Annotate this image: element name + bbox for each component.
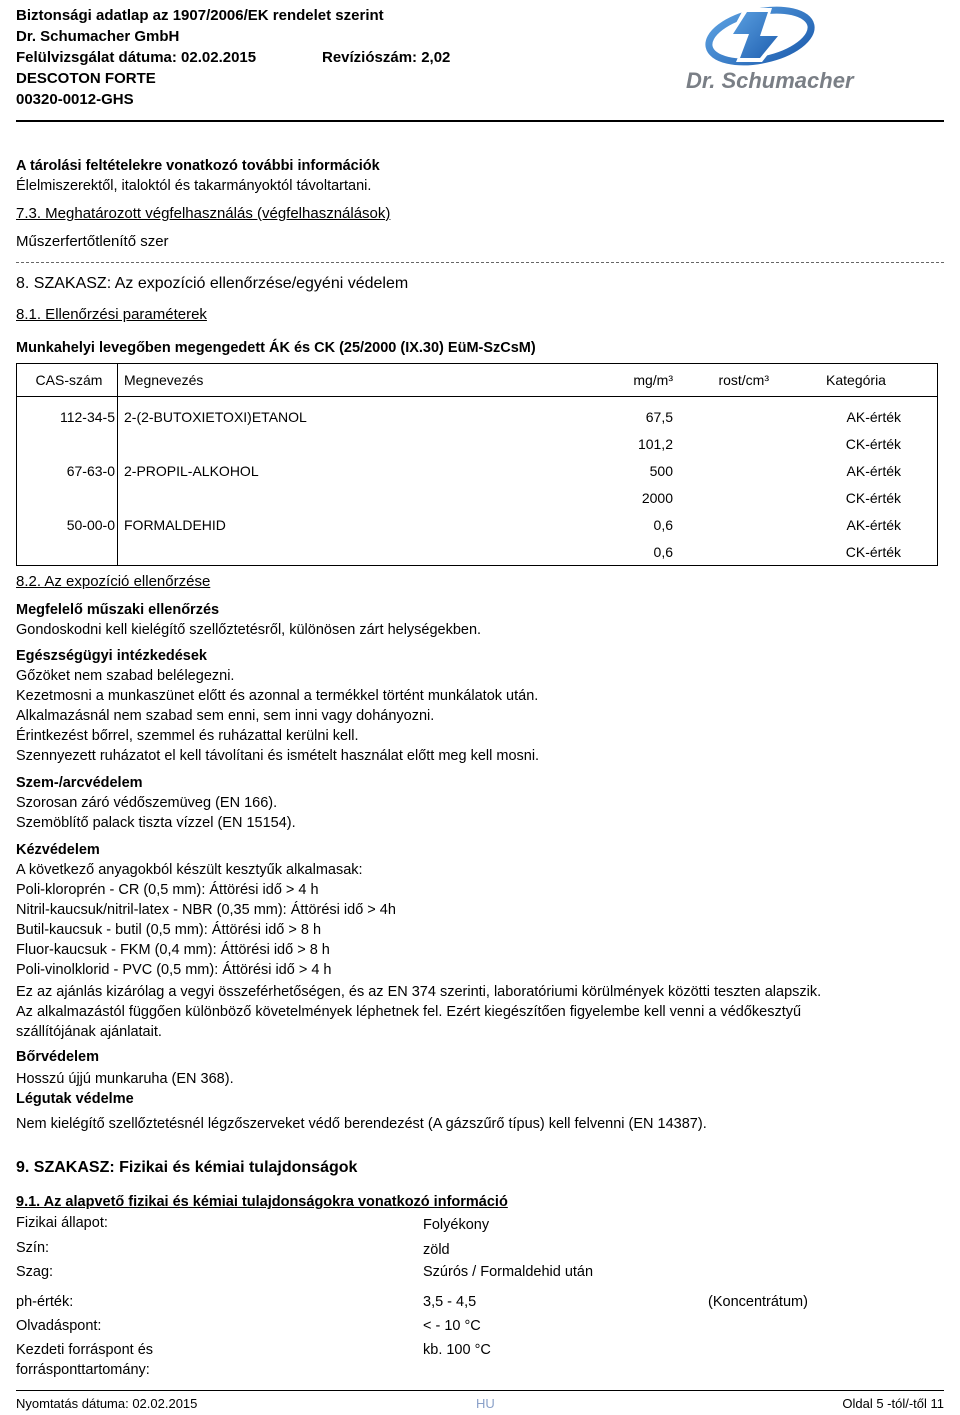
section-7-3-text: Műszerfertőtlenítő szer (16, 233, 169, 250)
header-rule (16, 120, 944, 122)
rost-cell (679, 430, 775, 457)
product-name: DESCOTON FORTE (16, 70, 156, 87)
eye-line: Szorosan záró védőszemüveg (EN 166). (16, 795, 278, 811)
skin-text: Hosszú újjú munkaruha (EN 368). (16, 1071, 234, 1087)
rost-cell (679, 403, 775, 430)
mg-cell: 2000 (641, 489, 673, 506)
name-cell (118, 484, 568, 511)
health-line: Kezetmosni a munkaszünet előtt és azonnal a termékkel történt munkálatok után. (16, 688, 539, 704)
hand-protection-heading: Kézvédelem (16, 842, 100, 858)
footer-rule (16, 1390, 944, 1391)
rost-cell (679, 457, 775, 484)
logo-wordmark: Dr. Schumacher (686, 68, 854, 93)
property-label: Szín: (16, 1240, 50, 1256)
respiratory-protection-heading: Légutak védelme (16, 1091, 134, 1107)
property-value: < - 10 °C (423, 1318, 481, 1334)
mg-cell: 67,5 (645, 408, 673, 425)
property-value: zöld (423, 1242, 450, 1258)
property-value: Szúrós / Formaldehid után (423, 1264, 594, 1280)
health-line: Alkalmazásnál nem szabad sem enni, sem inni vagy dohányozni. (16, 708, 435, 724)
column-header-category: Kategória (775, 364, 938, 397)
property-value: Folyékony (423, 1217, 490, 1233)
mg-cell: 0,6 (653, 516, 673, 533)
hand-line: Butil-kaucsuk - butil (0,5 mm): Áttörési idő > 8 h (16, 922, 322, 938)
table-row (17, 484, 938, 511)
name-cell: FORMALDEHID (124, 516, 226, 533)
eye-line: Szemöblítő palack tiszta vízzel (EN 15154). (16, 815, 296, 831)
company-name: Dr. Schumacher GmbH (16, 28, 180, 45)
limits-table-caption: Munkahelyi levegőben megengedett ÁK és CK (25/2000 (IX.30) EüM-SzCsM) (16, 340, 536, 356)
health-measures-heading: Egészségügyi intézkedések (16, 648, 207, 664)
table-header-row (17, 364, 938, 397)
hand-line: Az alkalmazástól függően különböző követelmények léphetnek fel. Ezért kiegészítően figyelembe kell venni a védőkesztyű (16, 1004, 802, 1020)
health-line: Gőzöket nem szabad belélegezni. (16, 668, 235, 684)
hand-line: Poli-vinolklorid - PVC (0,5 mm): Áttörési idő > 4 h (16, 962, 332, 978)
tech-control-heading: Megfelelő műszaki ellenőrzés (16, 602, 220, 618)
column-header-mg: mg/m³ (567, 364, 679, 397)
name-cell: 2-(2-BUTOXIETOXI)ETANOL (124, 408, 307, 425)
category-cell: AK-érték (846, 516, 901, 533)
name-cell: 2-PROPIL-ALKOHOL (124, 462, 259, 479)
section-7-3-heading: 7.3. Meghatározott végfelhasználás (végfelhasználások) (16, 205, 391, 222)
name-cell (118, 538, 568, 566)
section-9-title: 9. SZAKASZ: Fizikai és kémiai tulajdonságok (16, 1159, 358, 1176)
exposure-limits-table (16, 363, 938, 566)
column-header-cas: CAS-szám (17, 364, 118, 397)
category-cell: CK-érték (845, 435, 901, 452)
rost-cell (679, 511, 775, 538)
property-label: Kezdeti forráspont és (16, 1342, 154, 1358)
hand-line: szállítójának ajánlatait. (16, 1024, 162, 1040)
rost-cell (679, 484, 775, 511)
skin-protection-heading: Bőrvédelem (16, 1049, 100, 1065)
language-code: HU (476, 1396, 495, 1411)
cas-cell (17, 430, 118, 457)
hand-line: Nitril-kaucsuk/nitril-latex - NBR (0,35 mm): Áttörési idő > 4h (16, 902, 396, 918)
print-date: Nyomtatás dátuma: 02.02.2015 (16, 1396, 198, 1411)
category-cell: AK-érték (846, 462, 901, 479)
cas-cell (17, 484, 118, 511)
property-label-continued: forrásponttartomány: (16, 1362, 150, 1378)
document-title: Biztonsági adatlap az 1907/2006/EK rendelet szerint (16, 7, 384, 24)
mg-cell: 101,2 (637, 435, 673, 452)
name-cell (118, 430, 568, 457)
product-code: 00320-0012-GHS (16, 91, 134, 108)
health-line: Szennyezett ruházatot el kell távolítani és ismételt használat előtt meg kell mosni. (16, 748, 540, 764)
cas-cell: 67-63-0 (17, 457, 118, 484)
category-cell: CK-érték (845, 489, 901, 506)
cas-cell: 50-00-0 (17, 511, 118, 538)
section-8-2-heading: 8.2. Az expozíció ellenőrzése (16, 573, 211, 590)
cas-cell (17, 538, 118, 566)
category-cell: CK-érték (845, 543, 901, 560)
company-logo (700, 4, 840, 64)
property-label: ph-érték: (16, 1294, 74, 1310)
rost-cell (679, 538, 775, 566)
table-row (17, 430, 938, 457)
property-value: 3,5 - 4,5 (423, 1294, 477, 1310)
section-8-title: 8. SZAKASZ: Az expozíció ellenőrzése/egyéni védelem (16, 275, 409, 292)
revision-number: Revíziószám: 2,02 (322, 49, 451, 66)
mg-cell: 0,6 (653, 543, 673, 560)
property-label: Olvadáspont: (16, 1318, 102, 1334)
hand-line: Poli-kloroprén - CR (0,5 mm): Áttörési idő > 4 h (16, 882, 319, 898)
hand-line: Ez az ajánlás kizárólag a vegyi összeférhetőségen, és az EN 374 szerinti, laboratóriumi körülmények közötti teszten alapszik. (16, 984, 822, 1000)
property-note: (Koncentrátum) (708, 1294, 808, 1310)
hand-line: A következő anyagokból készült kesztyűk alkalmasak: (16, 862, 363, 878)
page-number: Oldal 5 -tól/-től 11 (842, 1396, 944, 1411)
table-row (17, 403, 938, 430)
section-9-1-heading: 9.1. Az alapvető fizikai és kémiai tulajdonságokra vonatkozó információ (16, 1194, 508, 1210)
eye-protection-heading: Szem-/arcvédelem (16, 775, 143, 791)
category-cell: AK-érték (846, 408, 901, 425)
table-row (17, 511, 938, 538)
tech-control-text: Gondoskodni kell kielégítő szellőztetésről, különösen zárt helységekben. (16, 622, 482, 638)
mg-cell: 500 (649, 462, 673, 479)
storage-text: Élelmiszerektől, italoktól és takarmányoktól távoltartani. (16, 178, 372, 194)
cas-cell: 112-34-5 (17, 403, 118, 430)
property-label: Szag: (16, 1264, 54, 1280)
health-line: Érintkezést bőrrel, szemmel és ruházattal kerülni kell. (16, 728, 359, 744)
column-header-name: Megnevezés (118, 364, 568, 397)
table-row (17, 538, 938, 566)
respiratory-text: Nem kielégítő szellőztetésnél légzőszerveket védő berendezést (A gázszűrő típus) kell felvenni (EN 14387). (16, 1116, 707, 1132)
section-divider (16, 262, 944, 263)
column-header-rost: rost/cm³ (679, 364, 775, 397)
review-date: Felülvizsgálat dátuma: 02.02.2015 (16, 49, 257, 66)
hand-line: Fluor-kaucsuk - FKM (0,4 mm): Áttörési idő > 8 h (16, 942, 330, 958)
table-row (17, 457, 938, 484)
storage-heading: A tárolási feltételekre vonatkozó további információk (16, 158, 380, 174)
property-label: Fizikai állapot: (16, 1215, 108, 1231)
logo-mark-icon (700, 4, 840, 66)
section-8-1-heading: 8.1. Ellenőrzési paraméterek (16, 306, 207, 323)
property-value: kb. 100 °C (423, 1342, 491, 1358)
